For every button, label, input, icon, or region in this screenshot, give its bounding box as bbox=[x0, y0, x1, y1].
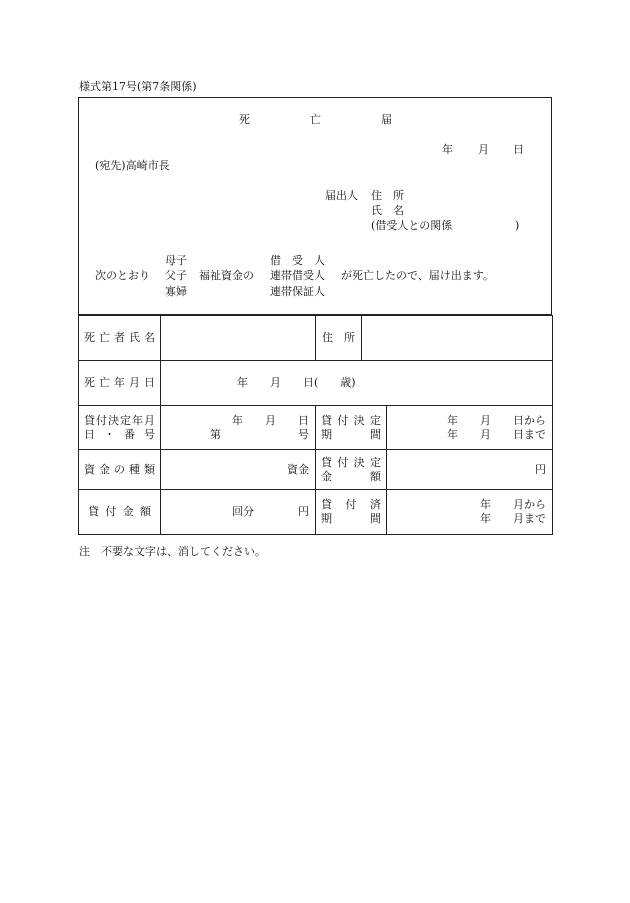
deceased-name-label: 死亡者氏名 bbox=[79, 316, 161, 361]
notice-title-char: 亡 bbox=[310, 113, 321, 126]
notifier-name-label: 氏 名 bbox=[371, 204, 404, 217]
date-day-unit: 日 bbox=[513, 143, 524, 156]
repaid-period-label-line: 期間 bbox=[321, 512, 381, 525]
decision-period-field[interactable] bbox=[387, 406, 553, 450]
loan-decision-date-number-field[interactable] bbox=[161, 406, 316, 450]
person-type-option: 連帯保証人 bbox=[270, 285, 325, 298]
body-ending: が死亡したので、届け出ます。 bbox=[341, 269, 494, 282]
decision-period-label bbox=[316, 406, 387, 450]
form-number: 様式第17号(第7条関係) bbox=[79, 80, 197, 93]
fund-type-label: 資金の種類 bbox=[79, 450, 161, 490]
fund-type-option: 母子 bbox=[165, 254, 187, 267]
person-type-option: 借 受 人 bbox=[270, 254, 325, 267]
repaid-period-to: 年 月まで bbox=[480, 512, 546, 525]
notifier-relation-open: (借受人との関係 bbox=[371, 219, 453, 232]
decision-period-label-line: 期間 bbox=[321, 427, 381, 441]
footnote: 注 不要な文字は、消してください。 bbox=[79, 545, 266, 558]
death-date-label: 死亡年月日 bbox=[79, 361, 161, 406]
table-row bbox=[79, 361, 553, 406]
addressee: (宛先)高崎市長 bbox=[95, 159, 170, 172]
loan-decision-date: 年 月 日 bbox=[232, 413, 309, 427]
loan-amount-label: 貸付金額 bbox=[79, 490, 161, 535]
decision-amount-label-line: 貸付決定 bbox=[321, 455, 381, 469]
deceased-address-label: 住 所 bbox=[316, 316, 362, 361]
fund-type-option: 寡婦 bbox=[165, 285, 187, 298]
death-date-field[interactable]: 年 月 日( 歳) bbox=[161, 361, 553, 406]
fund-type-field[interactable]: 資金 bbox=[161, 450, 316, 490]
table-row bbox=[79, 316, 553, 361]
repaid-period-from: 年 月から bbox=[480, 498, 546, 511]
table-row bbox=[79, 490, 553, 535]
fund-suffix: 福祉資金の bbox=[199, 269, 254, 282]
repaid-period-field[interactable] bbox=[387, 490, 553, 535]
details-table bbox=[78, 315, 553, 535]
loan-amount-field[interactable]: 回分 円 bbox=[161, 490, 316, 535]
decision-period-to: 年 月 日まで bbox=[447, 427, 546, 441]
decision-amount-label bbox=[316, 450, 387, 490]
decision-amount-label-line: 金額 bbox=[321, 469, 381, 483]
fund-type-option: 父子 bbox=[165, 269, 187, 282]
date-year-unit: 年 bbox=[442, 143, 453, 156]
loan-decision-label-line: 貸付決定年月 bbox=[84, 413, 155, 427]
decision-amount-field[interactable]: 円 bbox=[387, 450, 553, 490]
table-row bbox=[79, 406, 553, 450]
deceased-name-field[interactable] bbox=[161, 316, 316, 361]
body-prefix: 次のとおり bbox=[95, 269, 150, 282]
notice-title-char: 死 bbox=[239, 113, 250, 126]
date-month-unit: 月 bbox=[478, 143, 489, 156]
notifier-label: 届出人 bbox=[325, 189, 358, 202]
loan-decision-number: 第 号 bbox=[210, 427, 309, 441]
repaid-period-label bbox=[316, 490, 387, 535]
notice-title-char: 届 bbox=[381, 113, 392, 126]
decision-period-from: 年 月 日から bbox=[447, 413, 546, 427]
loan-decision-label-line: 日・番号 bbox=[84, 427, 155, 441]
loan-decision-label bbox=[79, 406, 161, 450]
notifier-address-label: 住 所 bbox=[371, 189, 404, 202]
notifier-relation-close: ) bbox=[515, 219, 520, 232]
deceased-address-field[interactable] bbox=[362, 316, 553, 361]
decision-period-label-line: 貸付決定 bbox=[321, 413, 381, 427]
person-type-option: 連帯借受人 bbox=[270, 269, 325, 282]
table-row bbox=[79, 450, 553, 490]
repaid-period-label-line: 貸付済 bbox=[321, 498, 381, 511]
